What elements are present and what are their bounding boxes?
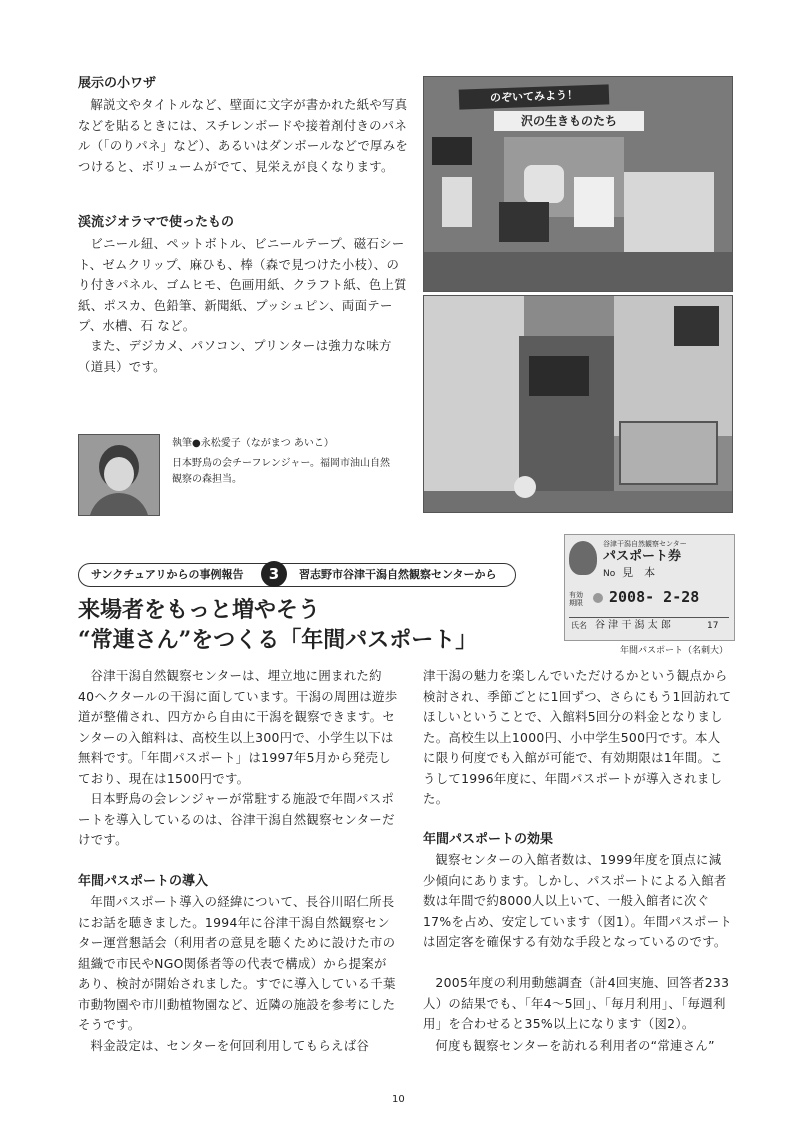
- passport-caption: 年間パスポート（名刺大）: [620, 646, 729, 656]
- exhibit-photo-top: [423, 76, 733, 292]
- passport-name-num: 17: [707, 621, 719, 631]
- author-bio: 日本野鳥の会チーフレンジャー。福岡市油山自然観察の森担当。: [172, 458, 390, 485]
- passport-expiry-value: 2008- 2-28: [609, 588, 700, 606]
- passport-name-value: 谷 津 干 潟 太 郎: [595, 620, 671, 631]
- passport-expiry-label2: 期限: [569, 599, 583, 607]
- passport-no-value: 見 本: [622, 566, 656, 579]
- photo-banner-1: のぞいてみよう！: [459, 84, 610, 109]
- left-para-4: 料金設定は、センターを何回利用してもらえば谷: [90, 1038, 370, 1053]
- article-title-line1: 来場者をもっと増やそう: [78, 597, 321, 623]
- passport-expiry-label1: 有効: [569, 591, 583, 599]
- right-para-4: 何度も観察センターを訪れる利用者の“常連さん”: [435, 1038, 715, 1053]
- section-heading-materials: 渓流ジオラマで使ったもの: [78, 215, 235, 230]
- left-para-3: 年間パスポート導入の経緯について、長谷川昭仁所長にお話を聴きました。1994年に谷津干潟自然観察センター運営懇話会（利用者の意見を聴くために設けた市の組織で市民やNGO関係者等の代表で構成）から提案があり、検討が開始されました。すでに導入している千葉市動物園や市川動植物園など、近隣の施設を参考にしたそうです。: [78, 894, 396, 1032]
- author-name: 執筆●永松愛子（ながまつ あいこ）: [172, 438, 334, 449]
- exhibit-photo-bottom: [423, 295, 733, 513]
- mascot-bird-icon: [569, 541, 597, 575]
- passport-org: 谷津干潟自然観察センター: [603, 540, 687, 548]
- passport-no-label: No: [603, 569, 616, 579]
- photo-banner-2: 沢の生きものたち: [494, 111, 644, 131]
- section-body-tools: また、デジカメ、パソコン、プリンターは強力な味方（道具）です。: [78, 338, 392, 374]
- page-number: 10: [392, 1094, 405, 1105]
- passport-title: パスポート券: [603, 549, 682, 564]
- right-para-2: 観察センターの入館者数は、1999年度を頂点に減少傾向にあります。しかし、パスポートによる入館者数は年間で約8000人以上いて、一般入館者に次ぐ17%を占め、安定しています（図1）。年間パスポートは固定客を確保する有効な手段となっているのです。: [423, 852, 733, 949]
- article-title-line2: “常連さん”をつくる「年間パスポート」: [78, 627, 478, 653]
- left-para-2: 日本野鳥の会レンジャーが常駐する施設で年間パスポートを導入しているのは、谷津干潟自然観察センターだけです。: [78, 791, 395, 847]
- left-para-1: 谷津干潟自然観察センターは、埋立地に囲まれた約40ヘクタールの干潟に面しています。干潟の周囲は遊歩道が整備され、四方から自由に干潟を観察できます。センターの入館料は、高校生以上300円で、小学生以下は無料です。「年間パスポート」は1997年5月から発売しており、現在は1500円です。: [78, 668, 398, 786]
- section-heading-tips: 展示の小ワザ: [78, 76, 157, 91]
- left-heading: 年間パスポートの導入: [78, 874, 209, 889]
- right-heading: 年間パスポートの効果: [423, 832, 554, 847]
- passport-card: [564, 534, 735, 641]
- report-bar-right: 習志野市谷津干潟自然観察センターから: [299, 568, 497, 581]
- section-body-tips: 解説文やタイトルなど、壁面に文字が書かれた紙や写真などを貼るときには、スチレンボードや接着剤付きのパネル（「のりパネ」など）、あるいはダンボールなどで厚みをつけると、ボリュームがでて、見栄えが良くなります。: [78, 97, 409, 174]
- report-number-badge: 3: [261, 561, 287, 587]
- author-photo: [78, 434, 160, 516]
- report-bar-left: サンクチュアリからの事例報告: [91, 568, 244, 581]
- report-bar: [78, 563, 516, 587]
- right-para-1: 津干潟の魅力を楽しんでいただけるかという観点から検討され、季節ごとに1回ずつ、さらにもう1回訪れてほしいということで、入館料5回分の料金となりました。高校生以上1000円、小中学生500円です。本人に限り何度でも入館が可能で、有効期限は1年間。こうして1996年度に、年間パスポートが導入されました。: [423, 668, 732, 806]
- right-para-3: 2005年度の利用動態調査（計4回実施、回答者233人）の結果でも、「年4〜5回」、「毎月利用」、「毎週利用」を合わせると35%以上になります（図2）。: [423, 975, 730, 1031]
- section-body-materials: ビニール紐、ペットボトル、ビニールテープ、磁石シート、ゼムクリップ、麻ひも、棒（森で見つけた小枝）、のり付きパネル、ゴムヒモ、色画用紙、クラフト紙、色上質紙、ポスカ、色鉛筆、新聞紙、プッシュピン、両面テープ、水槽、石 など。: [78, 236, 407, 333]
- passport-name-label: 氏名: [571, 621, 587, 630]
